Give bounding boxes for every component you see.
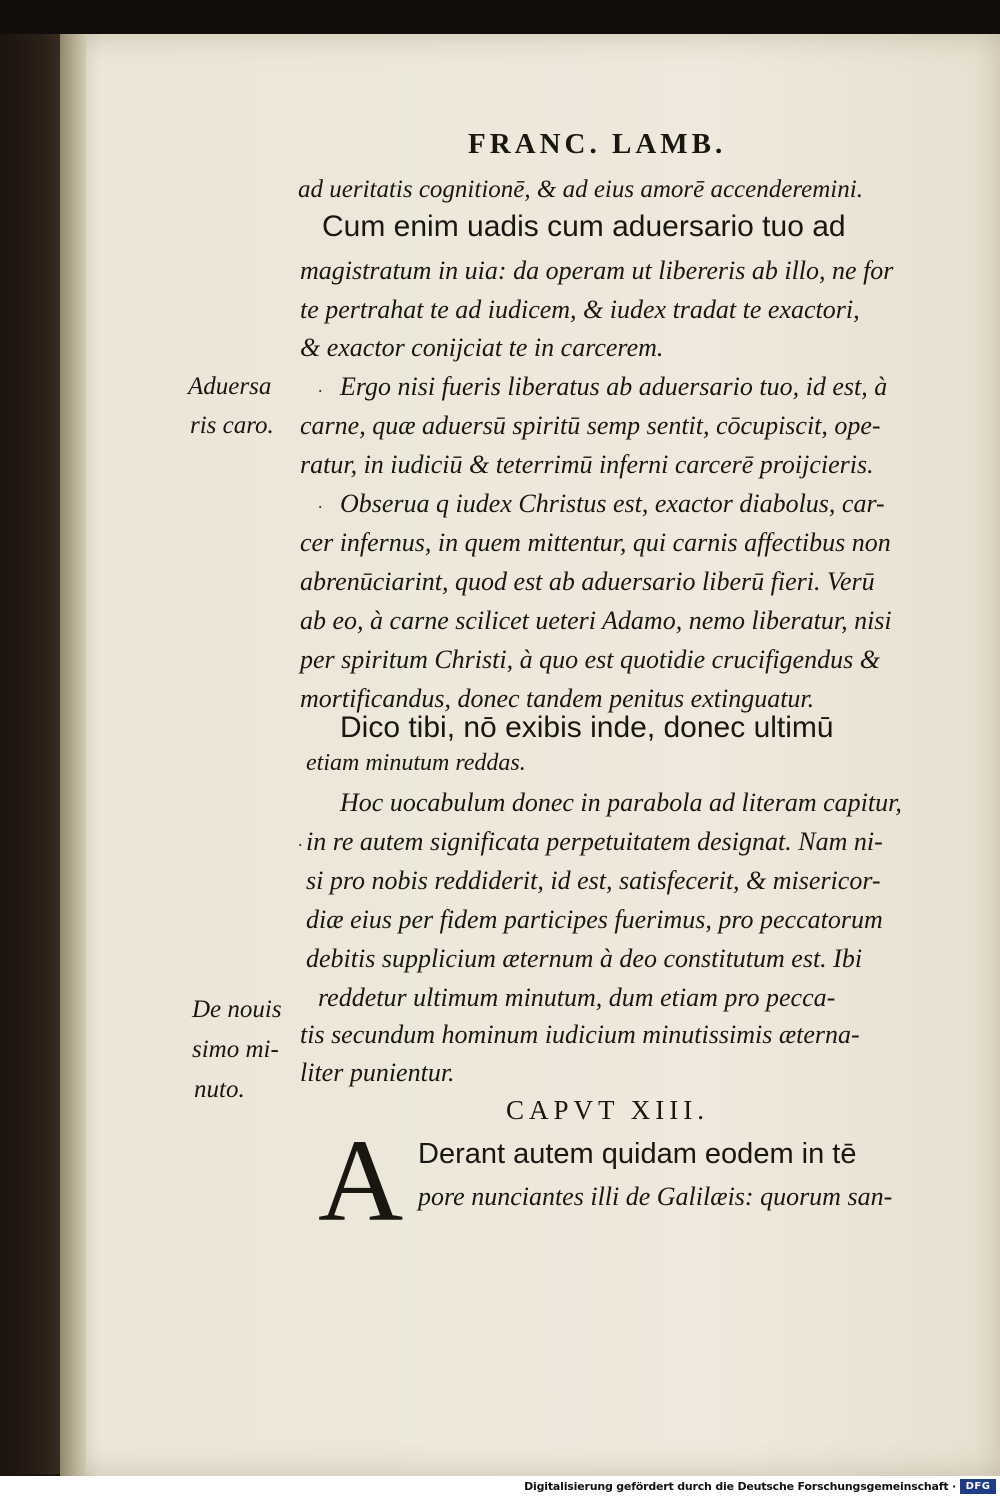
text-line-9: Obserua q iudex Christus est, exactor diabolus, car-	[340, 489, 885, 518]
text-line-1: ad ueritatis cognitionē, & ad eius amorē accenderemini.	[298, 176, 863, 203]
text-line-11: abrenūciarint, quod est ab aduersario liberū fieri. Verū	[300, 567, 875, 596]
text-line-22: reddetur ultimum minutum, dum etiam pro pecca-	[318, 983, 836, 1012]
margin-note-2-line-3: nuto.	[194, 1076, 245, 1103]
book-page	[60, 34, 1000, 1476]
chapter-line-1: Derant autem quidam eodem in tē	[418, 1138, 857, 1170]
text-line-16: etiam minutum reddas.	[306, 750, 526, 776]
paragraph-mark: .	[318, 492, 323, 512]
margin-note-2-line-2: simo mi-	[192, 1036, 279, 1063]
paragraph-mark: .	[318, 376, 323, 396]
text-line-24: liter punientur.	[300, 1058, 455, 1087]
text-line-18: in re autem significata perpetuitatem designat. Nam ni-	[306, 827, 883, 856]
text-line-2: Cum enim uadis cum aduersario tuo ad	[322, 210, 846, 243]
text-line-4: te pertrahat te ad iudicem, & iudex tradat te exactori,	[300, 295, 860, 324]
text-line-10: cer infernus, in quem mittentur, qui carnis affectibus non	[300, 528, 891, 557]
text-line-21: debitis supplicium æternum à deo constitutum est. Ibi	[306, 944, 863, 973]
text-line-5: & exactor conijciat te in carcerem.	[300, 333, 664, 362]
text-line-15: Dico tibi, nō exibis inde, donec ultimū	[340, 711, 834, 744]
text-line-6: Ergo nisi fueris liberatus ab aduersario tuo, id est, à	[340, 372, 888, 401]
chapter-heading: CAPVT XIII.	[506, 1095, 709, 1125]
scan-background-top	[0, 0, 1000, 34]
drop-capital: A	[318, 1115, 404, 1246]
page-gutter	[60, 34, 86, 1476]
footer-bar	[0, 1476, 1000, 1498]
text-line-14: mortificandus, donec tandem penitus extinguatur.	[300, 684, 815, 713]
text-line-20: diæ eius per fidem participes fuerimus, pro peccatorum	[306, 905, 883, 934]
text-line-3: magistratum in uia: da operam ut libereris ab illo, ne for	[300, 256, 894, 285]
running-header: FRANC. LAMB.	[468, 128, 727, 160]
margin-note-2-line-1: De nouis	[192, 996, 282, 1023]
text-line-8: ratur, in iudiciū & teterrimū inferni carcerē proijcieris.	[300, 450, 874, 479]
margin-note-1-line-2: ris caro.	[190, 412, 274, 439]
dfg-logo: DFG	[960, 1479, 996, 1494]
margin-note-1-line-1: Aduersa	[188, 373, 272, 400]
text-line-7: carne, quæ aduersū spiritū semp sentit, cōcupiscit, ope-	[300, 411, 881, 440]
funding-notice: Digitalisierung gefördert durch die Deutsche Forschungsgemeinschaft ·	[524, 1480, 956, 1493]
text-line-17: Hoc uocabulum donec in parabola ad literam capitur,	[340, 788, 902, 817]
chapter-line-2: pore nunciantes illi de Galilæis: quorum san-	[418, 1182, 893, 1211]
text-line-12: ab eo, à carne scilicet ueteri Adamo, nemo liberatur, nisi	[300, 606, 892, 635]
paragraph-mark: .	[298, 830, 303, 850]
text-line-19: si pro nobis reddiderit, id est, satisfecerit, & misericor-	[306, 866, 881, 895]
text-line-13: per spiritum Christi, à quo est quotidie crucifigendus &	[300, 645, 880, 674]
text-line-23: tis secundum hominum iudicium minutissimis æterna-	[300, 1020, 860, 1049]
